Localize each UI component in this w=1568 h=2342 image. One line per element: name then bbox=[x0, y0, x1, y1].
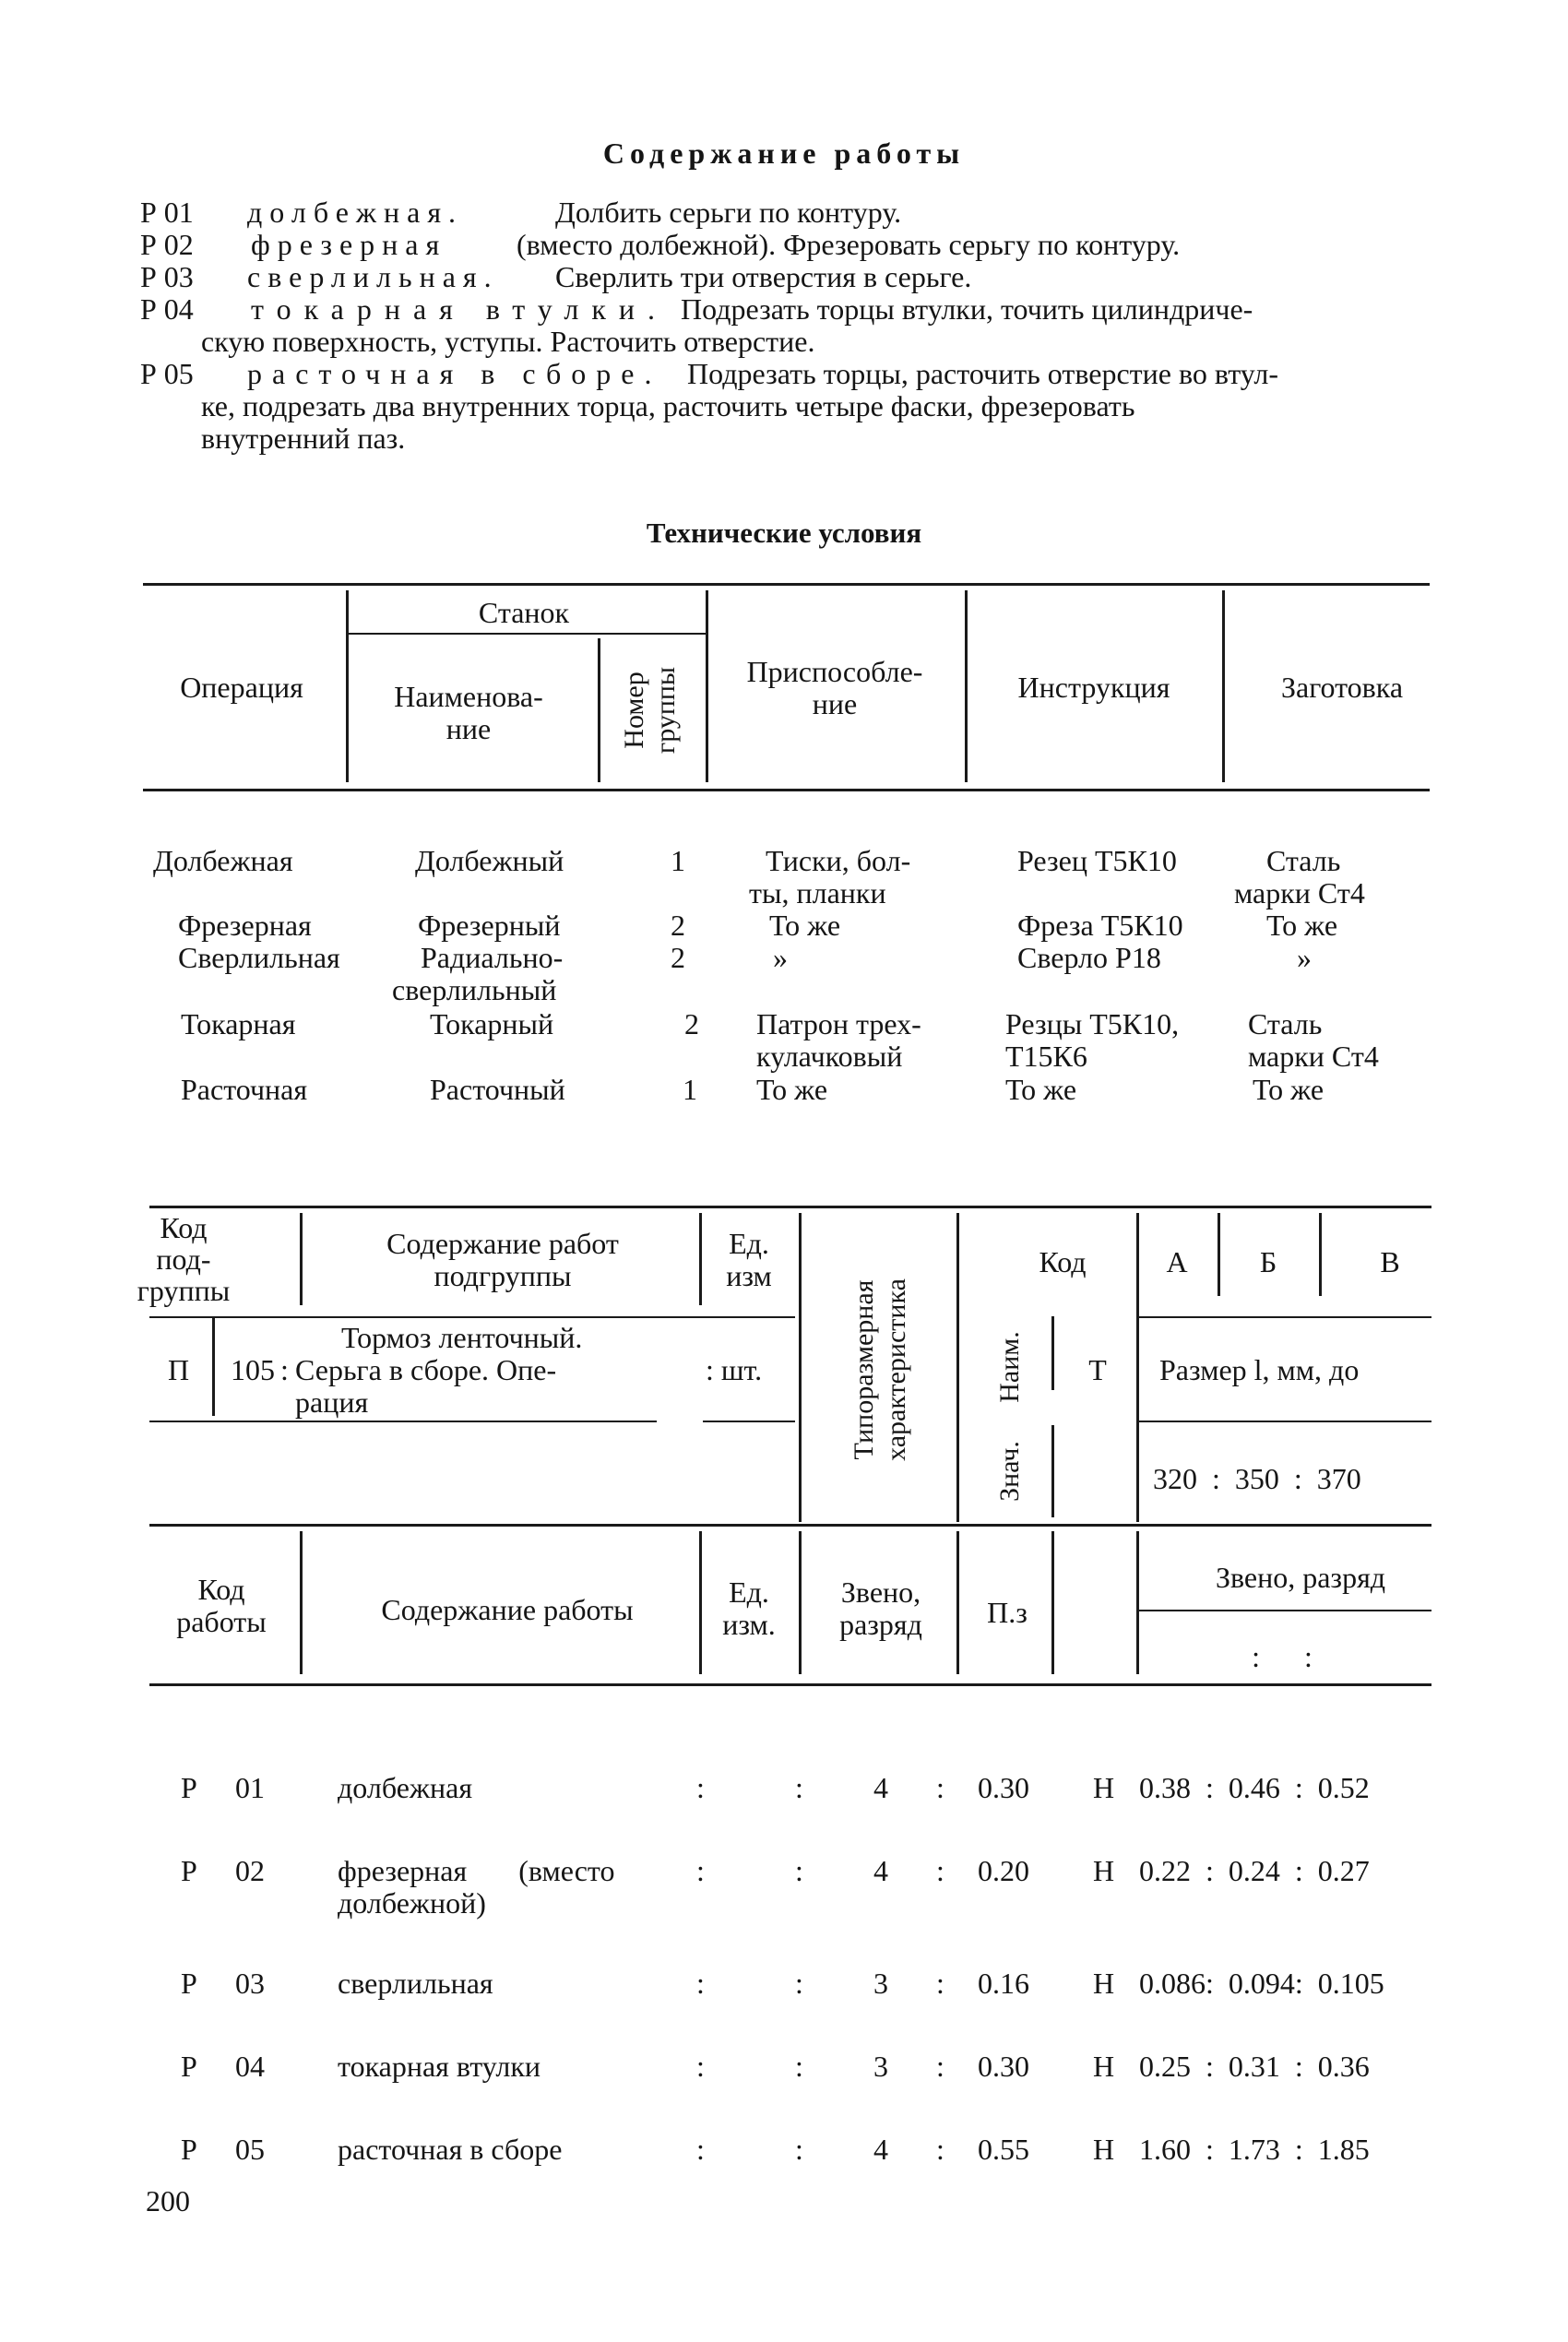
row-colon: : bbox=[936, 2133, 944, 2166]
row-colon: : bbox=[936, 1967, 944, 2000]
cell-blank: Сталь bbox=[1266, 844, 1341, 877]
code-znach: Знач. bbox=[994, 1441, 1025, 1502]
work-item-text: Подрезать торцы втулки, точить цилиндриче- bbox=[681, 292, 1253, 326]
cell-machine-name: Долбежный bbox=[415, 844, 564, 877]
row-h: Н bbox=[1093, 2133, 1115, 2166]
h-subgroup-content-2: подгруппы bbox=[434, 1259, 572, 1292]
cell-machine-name: Фрезерный bbox=[418, 909, 561, 942]
header-instrument: Инструкция bbox=[1017, 671, 1170, 704]
cell-operation: Долбежная bbox=[153, 844, 293, 877]
row-p: Р bbox=[181, 1771, 197, 1804]
h-link: Звено, bbox=[840, 1575, 921, 1609]
row-colon: : bbox=[696, 1967, 705, 2000]
header-fixture-2: ние bbox=[812, 687, 858, 720]
cell-tool: Фреза Т5К10 bbox=[1017, 909, 1183, 942]
row-colon: : bbox=[795, 1771, 803, 1804]
page-number: 200 bbox=[146, 2184, 190, 2217]
sub-text: Тормоз ленточный. bbox=[341, 1321, 583, 1354]
h-unit2-2: изм. bbox=[722, 1608, 776, 1641]
cell-machine-name-2: сверлильный bbox=[392, 973, 557, 1006]
row-code: 02 bbox=[235, 1854, 265, 1887]
size-label: Размер l, мм, до bbox=[1159, 1353, 1360, 1386]
cell-group: 1 bbox=[683, 1073, 697, 1106]
row-pz: 0.20 bbox=[978, 1854, 1029, 1887]
row-values: 0.086: 0.094: 0.105 bbox=[1139, 1967, 1384, 2000]
row-link: 3 bbox=[873, 1967, 888, 2000]
cell-machine-name: Токарный bbox=[430, 1007, 554, 1040]
row-content: долбежная bbox=[338, 1771, 473, 1804]
cell-fixture-2: ты, планки bbox=[749, 876, 886, 909]
cell-blank: То же bbox=[1253, 1073, 1324, 1106]
h-subgroup-code-3: группы bbox=[137, 1274, 231, 1307]
tech-conditions-title: Технические условия bbox=[646, 517, 922, 549]
work-item-code: Р 04 bbox=[140, 292, 194, 326]
h-colons: : : bbox=[1252, 1640, 1313, 1673]
row-p: Р bbox=[181, 1854, 197, 1887]
header-group-no: Номер bbox=[619, 672, 649, 749]
h-pz: П.з bbox=[987, 1596, 1028, 1629]
row-colon: : bbox=[795, 1967, 803, 2000]
cell-tool: Резец Т5К10 bbox=[1017, 844, 1177, 877]
row-colon: : bbox=[936, 1854, 944, 1887]
row-values: 0.22 : 0.24 : 0.27 bbox=[1139, 1854, 1370, 1887]
work-item-text-cont: внутренний паз. bbox=[201, 422, 406, 455]
cell-fixture: То же bbox=[756, 1073, 828, 1106]
cell-blank: » bbox=[1297, 941, 1312, 974]
work-item-text: Долбить серьги по контуру. bbox=[555, 196, 902, 229]
header-blank: Заготовка bbox=[1280, 671, 1404, 704]
cell-operation: Сверлильная bbox=[178, 941, 340, 974]
work-item-code: Р 05 bbox=[140, 357, 194, 390]
h-type-2: характеристика bbox=[881, 1278, 911, 1461]
row-link: 4 bbox=[873, 1771, 888, 1804]
row-colon: : bbox=[795, 2050, 803, 2083]
row-colon: : bbox=[696, 2050, 705, 2083]
work-item-code: Р 03 bbox=[140, 260, 194, 293]
cell-group: 1 bbox=[671, 844, 685, 877]
row-colon: : bbox=[936, 1771, 944, 1804]
h-code: Код bbox=[1039, 1245, 1087, 1278]
cell-tool: То же bbox=[1005, 1073, 1077, 1106]
cell-blank: Сталь bbox=[1248, 1007, 1323, 1040]
cell-group: 2 bbox=[684, 1007, 699, 1040]
cell-operation: Токарная bbox=[181, 1007, 296, 1040]
row-colon: : bbox=[795, 1854, 803, 1887]
cell-blank-2: марки Ст4 bbox=[1234, 876, 1365, 909]
work-item-code: Р 02 bbox=[140, 228, 194, 261]
h-unit-2: изм bbox=[726, 1259, 772, 1292]
cell-fixture: То же bbox=[769, 909, 841, 942]
work-item-name: фрезерная bbox=[251, 228, 447, 261]
row-colon: : bbox=[696, 2133, 705, 2166]
row-link: 4 bbox=[873, 2133, 888, 2166]
row-link: 4 bbox=[873, 1854, 888, 1887]
header-operation: Операция bbox=[180, 671, 303, 704]
cell-tool: Сверло Р18 bbox=[1017, 941, 1161, 974]
row-pz: 0.16 bbox=[978, 1967, 1029, 2000]
h-v: В bbox=[1380, 1245, 1400, 1278]
work-item-text: (вместо долбежной). Фрезеровать серьгу по контуру. bbox=[517, 228, 1181, 261]
work-item-text-cont: скую поверхность, уступы. Расточить отверстие. bbox=[201, 325, 815, 358]
row-p: Р bbox=[181, 2133, 197, 2166]
row-values: 0.38 : 0.46 : 0.52 bbox=[1139, 1771, 1370, 1804]
h-work-content: Содержание работы bbox=[381, 1593, 634, 1626]
row-h: Н bbox=[1093, 1854, 1115, 1887]
h-link2: Звено, разряд bbox=[1215, 1561, 1386, 1594]
size-values: 320 : 350 : 370 bbox=[1153, 1462, 1361, 1495]
h-work-code: Код bbox=[197, 1573, 245, 1606]
row-h: Н bbox=[1093, 1771, 1115, 1804]
work-item-name: сверлильная. bbox=[247, 260, 499, 293]
cell-fixture: Патрон трех- bbox=[756, 1007, 921, 1040]
row-code: 03 bbox=[235, 1967, 265, 2000]
row-code: 04 bbox=[235, 2050, 265, 2083]
row-values: 1.60 : 1.73 : 1.85 bbox=[1139, 2133, 1370, 2166]
work-item-name: токарная втулки. bbox=[251, 292, 668, 326]
h-subgroup-code: Код bbox=[160, 1211, 208, 1244]
code-t: Т bbox=[1088, 1353, 1107, 1386]
header-machine: Станок bbox=[478, 596, 570, 629]
h-subgroup-content: Содержание работ bbox=[386, 1227, 619, 1260]
row-p: Р bbox=[181, 2050, 197, 2083]
row-colon: : bbox=[696, 1854, 705, 1887]
sub-p: П bbox=[168, 1353, 190, 1386]
row-link: 3 bbox=[873, 2050, 888, 2083]
cell-blank-2: марки Ст4 bbox=[1248, 1040, 1379, 1073]
row-colon: : bbox=[936, 2050, 944, 2083]
sub-num: 105 bbox=[231, 1353, 275, 1386]
cell-operation: Расточная bbox=[181, 1073, 308, 1106]
h-unit2: Ед. bbox=[729, 1575, 769, 1609]
h-link-2: разряд bbox=[839, 1608, 922, 1641]
work-item-text: Сверлить три отверстия в серьге. bbox=[555, 260, 972, 293]
cell-tool: Резцы Т5К10, bbox=[1005, 1007, 1180, 1040]
cell-fixture: » bbox=[773, 941, 788, 974]
row-h: Н bbox=[1093, 2050, 1115, 2083]
row-code: 01 bbox=[235, 1771, 265, 1804]
header-machine-name-2: ние bbox=[445, 712, 492, 745]
row-code: 05 bbox=[235, 2133, 265, 2166]
cell-tool-2: Т15К6 bbox=[1005, 1040, 1087, 1073]
header-fixture: Приспособле- bbox=[746, 655, 923, 688]
sub-text-2: Серьга в сборе. Опе- bbox=[295, 1353, 557, 1386]
row-content: фрезерная (вместо bbox=[338, 1854, 615, 1887]
cell-group: 2 bbox=[671, 909, 685, 942]
work-item-name: долбежная. bbox=[247, 196, 464, 229]
h-a: А bbox=[1166, 1245, 1188, 1278]
h-unit: Ед. bbox=[729, 1227, 769, 1260]
cell-fixture-2: кулачковый bbox=[756, 1040, 903, 1073]
row-pz: 0.55 bbox=[978, 2133, 1029, 2166]
work-item-text: Подрезать торцы, расточить отверстие во втул- bbox=[687, 357, 1278, 390]
h-subgroup-code-2: под- bbox=[156, 1242, 211, 1276]
cell-fixture: Тиски, бол- bbox=[766, 844, 911, 877]
row-colon: : bbox=[696, 1771, 705, 1804]
code-naim: Наим. bbox=[994, 1331, 1025, 1403]
work-content-title: Содержание работы bbox=[602, 137, 966, 170]
header-machine-name: Наименова- bbox=[394, 680, 543, 713]
h-work-code-2: работы bbox=[176, 1605, 267, 1638]
work-item-text-cont: ке, подрезать два внутренних торца, расточить четыре фаски, фрезеровать bbox=[201, 389, 1135, 422]
row-pz: 0.30 bbox=[978, 1771, 1029, 1804]
row-content: токарная втулки bbox=[338, 2050, 540, 2083]
row-values: 0.25 : 0.31 : 0.36 bbox=[1139, 2050, 1370, 2083]
sub-unit: : шт. bbox=[706, 1353, 763, 1386]
row-h: Н bbox=[1093, 1967, 1115, 2000]
row-p: Р bbox=[181, 1967, 197, 2000]
row-colon: : bbox=[795, 2133, 803, 2166]
cell-blank: То же bbox=[1266, 909, 1338, 942]
row-content: сверлильная bbox=[338, 1967, 493, 2000]
cell-machine-name: Расточный bbox=[430, 1073, 565, 1106]
cell-operation: Фрезерная bbox=[178, 909, 312, 942]
header-group-no-2: группы bbox=[650, 666, 681, 755]
sub-text-3: рация bbox=[295, 1385, 369, 1419]
cell-group: 2 bbox=[671, 941, 685, 974]
work-item-code: Р 01 bbox=[140, 196, 194, 229]
work-item-name: расточная в сборе. bbox=[247, 357, 662, 390]
h-b: Б bbox=[1259, 1245, 1277, 1278]
row-content: расточная в сборе bbox=[338, 2133, 563, 2166]
sub-colon: : bbox=[280, 1353, 289, 1386]
h-type: Типоразмерная bbox=[849, 1279, 879, 1460]
row-pz: 0.30 bbox=[978, 2050, 1029, 2083]
row-content-2: долбежной) bbox=[338, 1886, 486, 1920]
cell-machine-name: Радиально- bbox=[421, 941, 564, 974]
